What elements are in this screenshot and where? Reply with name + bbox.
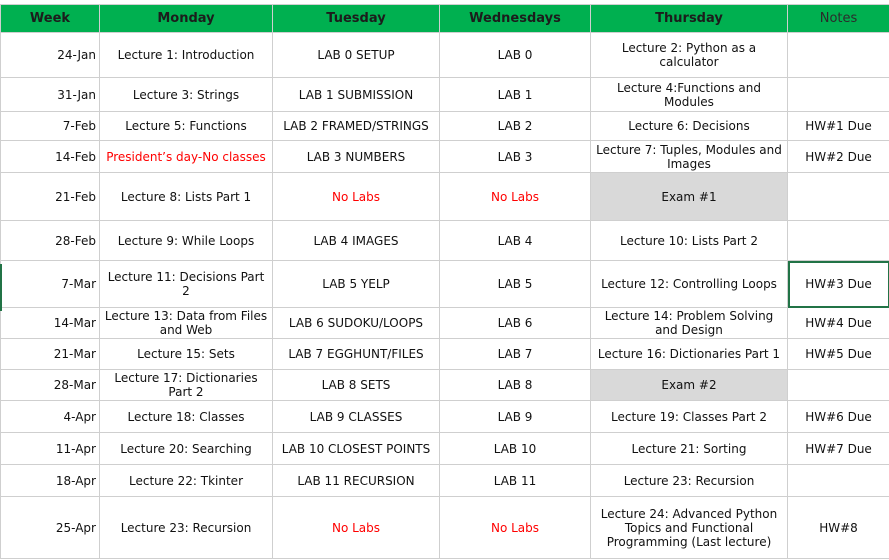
- wednesday-cell[interactable]: LAB 9: [440, 401, 591, 433]
- week-cell[interactable]: 31-Jan: [1, 78, 100, 112]
- thursday-cell[interactable]: Lecture 14: Problem Solving and Design: [591, 308, 788, 339]
- thursday-cell[interactable]: Lecture 12: Controlling Loops: [591, 261, 788, 308]
- notes-cell[interactable]: [788, 465, 889, 497]
- monday-cell[interactable]: Lecture 1: Introduction: [100, 33, 273, 78]
- notes-cell[interactable]: HW#2 Due: [788, 141, 889, 173]
- table-row: [1, 173, 889, 221]
- tuesday-cell[interactable]: LAB 5 YELP: [273, 261, 440, 308]
- week-cell[interactable]: 21-Mar: [1, 339, 100, 370]
- table-row: [1, 497, 889, 559]
- week-cell[interactable]: 14-Feb: [1, 141, 100, 173]
- tuesday-cell[interactable]: LAB 3 NUMBERS: [273, 141, 440, 173]
- monday-cell[interactable]: Lecture 23: Recursion: [100, 497, 273, 559]
- notes-cell-selected[interactable]: HW#3 Due: [788, 261, 889, 308]
- tuesday-cell[interactable]: LAB 1 SUBMISSION: [273, 78, 440, 112]
- tuesday-cell[interactable]: LAB 9 CLASSES: [273, 401, 440, 433]
- week-cell[interactable]: 7-Feb: [1, 112, 100, 141]
- tuesday-cell[interactable]: LAB 8 SETS: [273, 370, 440, 401]
- monday-cell[interactable]: Lecture 13: Data from Files and Web: [100, 308, 273, 339]
- notes-cell[interactable]: HW#7 Due: [788, 433, 889, 465]
- monday-cell[interactable]: Lecture 9: While Loops: [100, 221, 273, 261]
- notes-cell[interactable]: [788, 173, 889, 221]
- notes-cell[interactable]: HW#5 Due: [788, 339, 889, 370]
- thursday-cell[interactable]: Exam #2: [591, 370, 788, 401]
- tuesday-cell[interactable]: LAB 11 RECURSION: [273, 465, 440, 497]
- thursday-cell[interactable]: Lecture 2: Python as a calculator: [591, 33, 788, 78]
- table-row: [1, 339, 889, 370]
- table-row: [1, 465, 889, 497]
- schedule-table: [0, 4, 889, 559]
- monday-cell[interactable]: President’s day-No classes: [100, 141, 273, 173]
- wednesday-cell[interactable]: LAB 8: [440, 370, 591, 401]
- monday-cell[interactable]: Lecture 5: Functions: [100, 112, 273, 141]
- header-row: [1, 5, 889, 33]
- header-wednesday[interactable]: Wednesdays: [440, 5, 591, 33]
- table-row: [1, 221, 889, 261]
- wednesday-cell[interactable]: LAB 7: [440, 339, 591, 370]
- thursday-cell[interactable]: Exam #1: [591, 173, 788, 221]
- monday-cell[interactable]: Lecture 17: Dictionaries Part 2: [100, 370, 273, 401]
- monday-cell[interactable]: Lecture 18: Classes: [100, 401, 273, 433]
- table-row: [1, 78, 889, 112]
- thursday-cell[interactable]: Lecture 10: Lists Part 2: [591, 221, 788, 261]
- table-row: [1, 433, 889, 465]
- thursday-cell[interactable]: Lecture 24: Advanced Python Topics and Functional Programming (Last lecture): [591, 497, 788, 559]
- week-cell[interactable]: 14-Mar: [1, 308, 100, 339]
- wednesday-cell[interactable]: LAB 2: [440, 112, 591, 141]
- thursday-cell[interactable]: Lecture 6: Decisions: [591, 112, 788, 141]
- header-monday[interactable]: Monday: [100, 5, 273, 33]
- table-row: [1, 261, 889, 308]
- thursday-cell[interactable]: Lecture 4:Functions and Modules: [591, 78, 788, 112]
- week-cell[interactable]: 25-Apr: [1, 497, 100, 559]
- notes-cell[interactable]: HW#4 Due: [788, 308, 889, 339]
- table-row: [1, 308, 889, 339]
- tuesday-cell[interactable]: No Labs: [273, 173, 440, 221]
- week-cell[interactable]: 28-Mar: [1, 370, 100, 401]
- table-row: [1, 370, 889, 401]
- notes-cell[interactable]: [788, 33, 889, 78]
- notes-cell[interactable]: [788, 370, 889, 401]
- week-cell[interactable]: 18-Apr: [1, 465, 100, 497]
- wednesday-cell[interactable]: No Labs: [440, 497, 591, 559]
- notes-cell[interactable]: [788, 78, 889, 112]
- monday-cell[interactable]: Lecture 22: Tkinter: [100, 465, 273, 497]
- thursday-cell[interactable]: Lecture 21: Sorting: [591, 433, 788, 465]
- header-notes[interactable]: Notes: [788, 5, 889, 33]
- thursday-cell[interactable]: Lecture 19: Classes Part 2: [591, 401, 788, 433]
- wednesday-cell[interactable]: LAB 10: [440, 433, 591, 465]
- monday-cell[interactable]: Lecture 15: Sets: [100, 339, 273, 370]
- thursday-cell[interactable]: Lecture 7: Tuples, Modules and Images: [591, 141, 788, 173]
- tuesday-cell[interactable]: LAB 7 EGGHUNT/FILES: [273, 339, 440, 370]
- header-week[interactable]: Week: [1, 5, 100, 33]
- tuesday-cell[interactable]: No Labs: [273, 497, 440, 559]
- tuesday-cell[interactable]: LAB 4 IMAGES: [273, 221, 440, 261]
- notes-cell[interactable]: HW#6 Due: [788, 401, 889, 433]
- table-row: [1, 141, 889, 173]
- wednesday-cell[interactable]: LAB 3: [440, 141, 591, 173]
- table-row: [1, 33, 889, 78]
- wednesday-cell[interactable]: LAB 4: [440, 221, 591, 261]
- monday-cell[interactable]: Lecture 20: Searching: [100, 433, 273, 465]
- header-tuesday[interactable]: Tuesday: [273, 5, 440, 33]
- wednesday-cell[interactable]: LAB 11: [440, 465, 591, 497]
- notes-cell[interactable]: [788, 221, 889, 261]
- tuesday-cell[interactable]: LAB 2 FRAMED/STRINGS: [273, 112, 440, 141]
- wednesday-cell[interactable]: LAB 6: [440, 308, 591, 339]
- monday-cell[interactable]: Lecture 3: Strings: [100, 78, 273, 112]
- wednesday-cell[interactable]: LAB 5: [440, 261, 591, 308]
- week-cell[interactable]: 28-Feb: [1, 221, 100, 261]
- week-cell[interactable]: 4-Apr: [1, 401, 100, 433]
- header-thursday[interactable]: Thursday: [591, 5, 788, 33]
- wednesday-cell[interactable]: LAB 0: [440, 33, 591, 78]
- thursday-cell[interactable]: Lecture 16: Dictionaries Part 1: [591, 339, 788, 370]
- thursday-cell[interactable]: Lecture 23: Recursion: [591, 465, 788, 497]
- notes-cell[interactable]: HW#8: [788, 497, 889, 559]
- monday-cell[interactable]: Lecture 11: Decisions Part 2: [100, 261, 273, 308]
- table-row: [1, 112, 889, 141]
- tuesday-cell[interactable]: LAB 0 SETUP: [273, 33, 440, 78]
- week-cell[interactable]: 11-Apr: [1, 433, 100, 465]
- monday-cell[interactable]: Lecture 8: Lists Part 1: [100, 173, 273, 221]
- week-cell[interactable]: 7-Mar: [1, 261, 100, 308]
- notes-cell[interactable]: HW#1 Due: [788, 112, 889, 141]
- table-row: [1, 401, 889, 433]
- active-row-marker: [0, 264, 2, 311]
- week-cell[interactable]: 21-Feb: [1, 173, 100, 221]
- week-cell[interactable]: 24-Jan: [1, 33, 100, 78]
- tuesday-cell[interactable]: LAB 10 CLOSEST POINTS: [273, 433, 440, 465]
- tuesday-cell[interactable]: LAB 6 SUDOKU/LOOPS: [273, 308, 440, 339]
- wednesday-cell[interactable]: LAB 1: [440, 78, 591, 112]
- wednesday-cell[interactable]: No Labs: [440, 173, 591, 221]
